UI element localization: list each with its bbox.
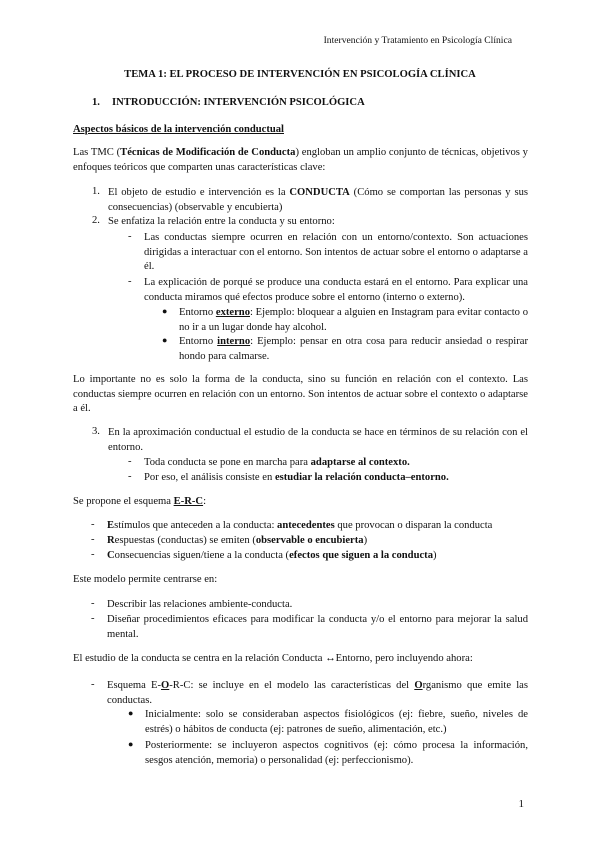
bullet-marker: ● (128, 739, 134, 749)
running-header: Intervención y Tratamiento en Psicología Clínica (323, 35, 512, 46)
dash-text: La explicación de porqué se produce una conducta estará en el entorno. Para explicar una conducta miramos qué efectos produce sobre el entorno (interno o externo). (144, 277, 528, 303)
dash-text: Las conductas siempre ocurren en relación con un entorno/contexto. Son actuaciones dirigidas a interactuar con el entorno. Son intentos de actuar sobre el entorno o adaptarse a él. (144, 232, 528, 272)
page-title: TEMA 1: EL PROCESO DE INTERVENCIÓN EN PSICOLOGÍA CLÍNICA (124, 69, 476, 80)
bullet-text: Inicialmente: solo se consideraban aspectos fisiológicos (ej: fiebre, sueño, niveles de estrés) o hábitos de conducta (ej: patrones de sueño, alimentación, etc.) (145, 709, 528, 735)
section-number: 1. (92, 97, 100, 108)
erc-item-term: efectos que siguen a la conducta (289, 550, 433, 561)
bullet-text: Posteriormente: se incluyeron aspectos cognitivos (ej: cómo procesa la información, sesgos atención, memoria) o personalidad (ej: perfeccionismo). (145, 740, 528, 766)
dash-item (128, 276, 528, 305)
eorc-text-a: Esquema E- (107, 680, 162, 691)
dash-item (128, 471, 528, 486)
erc-item-text: que provocan o disparan la conducta (334, 520, 493, 531)
bullet-text-a: Entorno (179, 307, 216, 318)
intro-term: Técnicas de Modificación de Conducta (120, 147, 296, 158)
dash-item (128, 231, 528, 275)
erc-item-c (91, 549, 528, 564)
eorc-item (91, 679, 528, 708)
item1-term: CONDUCTA (289, 187, 350, 198)
dash-marker: - (91, 679, 95, 690)
erc-letter: R (107, 535, 115, 546)
erc-item-text: ) (433, 550, 437, 561)
dash-marker: - (128, 471, 132, 482)
paragraph-function: Lo importante no es solo la forma de la conducta, sino su función en relación con el contexto. Las conductas siempre ocurren en relación con un entorno. Son intentos de actuar sobre el contexto o adaptarse a él. (73, 374, 528, 414)
intro-text-a: Las TMC ( (73, 147, 121, 158)
bullet-text-c: : Ejemplo: pensar en otra cosa para reducir ansiedad o respirar hondo para calmarse. (179, 336, 529, 362)
erc-item-text: onsecuencias siguen/tiene a la conducta ( (114, 550, 290, 561)
erc-item-r (91, 534, 528, 549)
eorc-letter-o: O (161, 680, 170, 691)
model-item (91, 598, 528, 613)
dash-term: adaptarse al contexto. (310, 457, 410, 468)
intro-paragraph (73, 146, 528, 175)
dash-marker: - (91, 519, 95, 530)
model-intro: Este modelo permite centrarse en: (73, 574, 218, 585)
bullet-item-internal (162, 335, 528, 364)
dash-marker: - (91, 598, 95, 609)
eorc-text-c: -R-C: se incluye en el modelo las características del (169, 680, 415, 691)
erc-text-a: Se propone el esquema (73, 496, 174, 507)
model-item-text: Diseñar procedimientos eficaces para modificar la conducta y/o el entorno para mejorar la salud mental. (107, 614, 528, 640)
eorc-text-e: rganismo que emite las conductas. (107, 680, 529, 706)
erc-item-text: espuestas (conductas) se emiten ( (114, 535, 256, 546)
erc-letter: C (107, 550, 115, 561)
bullet-text-c: : Ejemplo: bloquear a alguien en Instagram para evitar contacto o no ir a un lugar donde hay alcohol. (179, 307, 529, 333)
dash-marker: - (91, 549, 95, 560)
bullet-marker: ● (162, 335, 168, 345)
dash-marker: - (128, 456, 132, 467)
list-number: 1. (92, 186, 100, 197)
dash-marker: - (91, 613, 95, 624)
eorc-letter-o2: O (414, 680, 423, 691)
erc-item-text: stímulos que anteceden a la conducta: (114, 520, 278, 531)
list-item-1 (92, 186, 528, 215)
dash-item (128, 456, 528, 471)
bullet-term: externo (215, 307, 250, 318)
page-number: 1 (518, 798, 524, 810)
list-item-3 (92, 426, 528, 455)
dash-marker: - (128, 276, 132, 287)
item3-text: En la aproximación conductual el estudio de la conducta se hace en términos de su relación con el entorno. (108, 427, 528, 453)
erc-letter: E (107, 520, 115, 531)
dash-text-a: Por eso, el análisis consiste en (144, 472, 275, 483)
dash-marker: - (128, 231, 132, 242)
eorc-bullet (128, 708, 528, 737)
erc-text-c: : (203, 496, 207, 507)
erc-item-term: observable o encubierta (255, 535, 364, 546)
list-number: 2. (92, 215, 100, 226)
item2-text: Se enfatiza la relación entre la conducta y su entorno: (108, 216, 335, 227)
item1-text-a: El objeto de estudio e intervención es la (108, 187, 290, 198)
study-paragraph: El estudio de la conducta se centra en la relación Conducta ↔Entorno, pero incluyendo ahora: (73, 653, 473, 664)
bullet-term: interno (217, 336, 251, 347)
bullet-text-a: Entorno (179, 336, 218, 347)
erc-item-term: antecedentes (277, 520, 335, 531)
list-item-2 (92, 215, 528, 230)
model-item-text: Describir las relaciones ambiente-conducta. (107, 599, 293, 610)
section-heading (92, 97, 365, 108)
dash-text-a: Toda conducta se pone en marcha para (144, 457, 311, 468)
dash-term: estudiar la relación conducta–entorno. (274, 472, 449, 483)
eorc-bullet (128, 739, 528, 768)
bullet-marker: ● (128, 708, 134, 718)
bullet-marker: ● (162, 306, 168, 316)
erc-intro (73, 495, 528, 510)
section-title: INTRODUCCIÓN: INTERVENCIÓN PSICOLÓGICA (112, 97, 365, 108)
item1-text-c: (Cómo se comportan las personas y sus consecuencias) (observable y encubierta) (108, 187, 528, 213)
intro-text-c: ) engloban un amplio conjunto de técnicas, objetivos y enfoques teóricos que comparten unas características clave: (73, 147, 528, 173)
dash-marker: - (91, 534, 95, 545)
erc-term: E-R-C (173, 496, 204, 507)
subsection-title: Aspectos básicos de la intervención conductual (73, 124, 284, 135)
erc-item-e (91, 519, 528, 534)
erc-item-text: ) (363, 535, 368, 546)
list-number: 3. (92, 426, 100, 437)
model-item (91, 613, 528, 642)
bullet-item-external (162, 306, 528, 335)
